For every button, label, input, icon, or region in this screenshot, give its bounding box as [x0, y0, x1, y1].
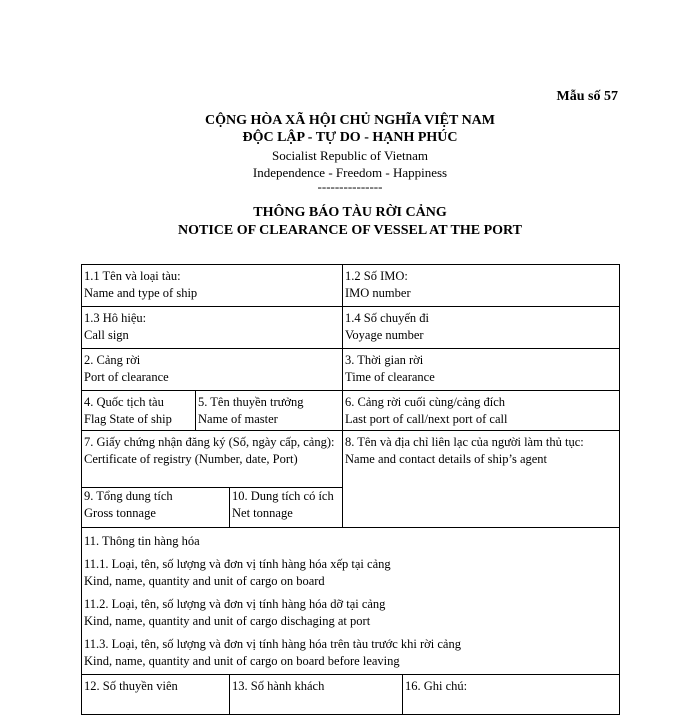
field-ship-name[interactable]: [82, 265, 343, 307]
field-label-en: Port of clearance: [84, 370, 169, 384]
field-label-vi: 1.1 Tên và loại tàu:: [84, 269, 181, 283]
field-label-en: Name and contact details of ship’s agent: [345, 452, 548, 466]
field-ship-agent[interactable]: [343, 431, 620, 528]
field-label-vi: 4. Quốc tịch tàu: [84, 395, 164, 409]
field-cargo-information[interactable]: [82, 528, 620, 675]
cargo-item: [84, 556, 617, 590]
field-label-vi: 1.4 Số chuyến đi: [345, 311, 430, 325]
field-crew-count[interactable]: [82, 675, 230, 715]
field-label-vi: 11.3. Loại, tên, số lượng và đơn vị tính hàng hóa trên tàu trước khi rời cảng: [84, 637, 461, 651]
header-divider: ---------------: [317, 179, 383, 194]
field-label-en: Flag State of ship: [84, 412, 172, 426]
section-title: 11. Thông tin hàng hóa: [84, 534, 200, 548]
cargo-item: [84, 596, 617, 630]
motto-vi: ĐỘC LẬP - TỰ DO - HẠNH PHÚC: [242, 130, 458, 145]
field-label-en: Last port of call/next port of call: [345, 412, 508, 426]
field-label-vi: 6. Cảng rời cuối cùng/cảng đích: [345, 395, 506, 409]
motto-en: Independence - Freedom - Happiness: [252, 165, 448, 180]
field-gross-tonnage[interactable]: [82, 488, 230, 528]
field-label-vi: 12. Số thuyền viên: [84, 679, 178, 693]
field-master-name[interactable]: [196, 391, 343, 431]
field-time-of-clearance[interactable]: [343, 349, 620, 391]
document-title-en: NOTICE OF CLEARANCE OF VESSEL AT THE PORT: [177, 223, 523, 238]
country-name-en: Socialist Republic of Vietnam: [271, 148, 429, 163]
clearance-form-table: [81, 264, 620, 715]
field-label-vi: 13. Số hành khách: [232, 679, 325, 693]
field-remarks[interactable]: [403, 675, 620, 715]
field-label-en: Time of clearance: [345, 370, 435, 384]
field-label-en: Kind, name, quantity and unit of cargo dischaging at port: [84, 614, 371, 628]
field-label-vi: 9. Tổng dung tích: [84, 489, 173, 503]
field-label-en: Name of master: [198, 412, 278, 426]
field-port-of-clearance[interactable]: [82, 349, 343, 391]
field-label-vi: 5. Tên thuyền trưởng: [198, 395, 304, 409]
field-certificate-of-registry[interactable]: [82, 431, 343, 488]
field-label-en: IMO number: [345, 286, 411, 300]
field-label-en: Voyage number: [345, 328, 424, 342]
field-label-vi: 10. Dung tích có ích: [232, 489, 334, 503]
field-label-en: Certificate of registry (Number, date, Port): [84, 452, 298, 466]
field-label-en: Net tonnage: [232, 506, 293, 520]
field-label-en: Kind, name, quantity and unit of cargo on board before leaving: [84, 654, 400, 668]
field-label-en: Gross tonnage: [84, 506, 156, 520]
field-label-en: Kind, name, quantity and unit of cargo on board: [84, 574, 325, 588]
field-imo-number[interactable]: [343, 265, 620, 307]
form-number: Mẫu số 57: [556, 89, 618, 104]
field-voyage-number[interactable]: [343, 307, 620, 349]
field-label-vi: 16. Ghi chú:: [405, 679, 468, 693]
field-last-next-port[interactable]: [343, 391, 620, 431]
field-label-vi: 2. Cảng rời: [84, 353, 141, 367]
field-label-vi: 8. Tên và địa chỉ liên lạc của người làm thủ tục:: [345, 435, 584, 449]
field-label-vi: 3. Thời gian rời: [345, 353, 424, 367]
field-label-vi: 7. Giấy chứng nhận đăng ký (Số, ngày cấp, cảng):: [84, 435, 335, 449]
field-label-vi: 1.2 Số IMO:: [345, 269, 408, 283]
field-call-sign[interactable]: [82, 307, 343, 349]
field-flag-state[interactable]: [82, 391, 196, 431]
field-net-tonnage[interactable]: [230, 488, 343, 528]
field-label-vi: 11.2. Loại, tên, số lượng và đơn vị tính hàng hóa dỡ tại cảng: [84, 597, 386, 611]
cargo-item: [84, 636, 617, 670]
document-title-vi: THÔNG BÁO TÀU RỜI CẢNG: [253, 205, 447, 220]
country-name-vi: CỘNG HÒA XÃ HỘI CHỦ NGHĨA VIỆT NAM: [204, 113, 495, 128]
field-label-en: Name and type of ship: [84, 286, 198, 300]
field-label-vi: 1.3 Hô hiệu:: [84, 311, 147, 325]
field-label-vi: 11.1. Loại, tên, số lượng và đơn vị tính hàng hóa xếp tại cảng: [84, 557, 391, 571]
field-label-en: Call sign: [84, 328, 129, 342]
field-passenger-count[interactable]: [230, 675, 403, 715]
